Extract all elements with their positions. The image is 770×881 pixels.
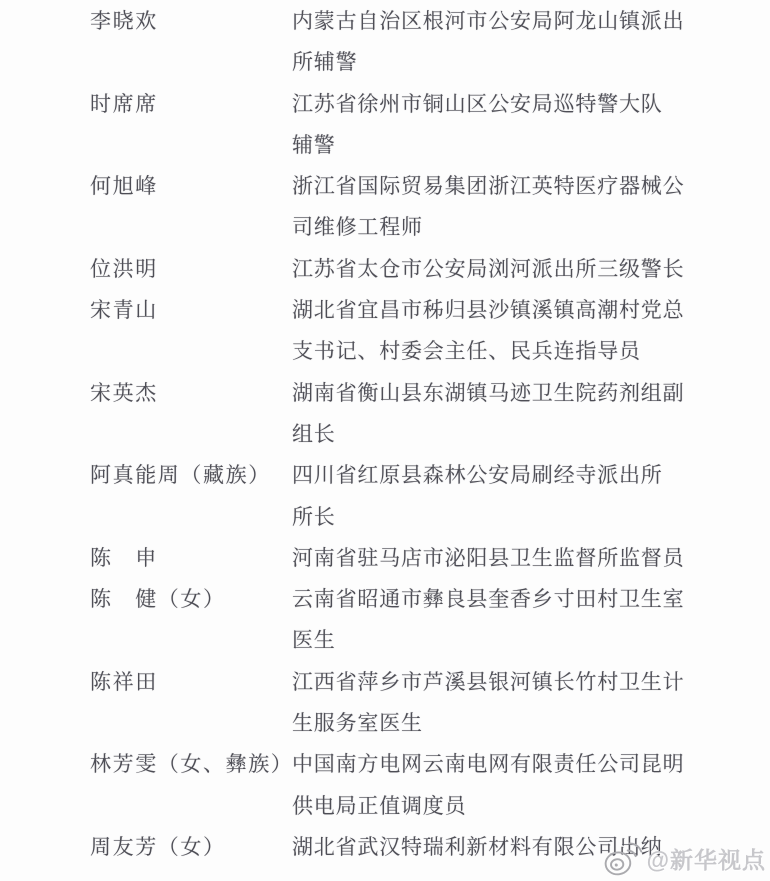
honoree-affiliation: [292, 538, 684, 579]
watermark: [600, 839, 766, 877]
affiliation-line: 湖南省衡山县东湖镇马迹卫生院药剂组副: [292, 380, 685, 405]
affiliation-line: 江苏省太仓市公安局浏河派出所三级警长: [292, 256, 685, 281]
affiliation-line: 生服务室医生: [292, 711, 423, 736]
honoree-affiliation: [292, 579, 684, 662]
honoree-affiliation: [292, 373, 684, 456]
honoree-name: 何旭峰: [90, 174, 158, 199]
affiliation-line: 四川省红原县森林公安局刷经寺派出所: [292, 463, 663, 488]
honoree-affiliation: [292, 84, 663, 167]
honoree-name: 陈祥田: [90, 669, 158, 694]
honoree-affiliation: [292, 744, 684, 827]
honoree-affiliation: [292, 1, 684, 84]
honoree-affiliation: [292, 455, 663, 538]
affiliation-line: 江苏省徐州市铜山区公安局巡特警大队: [292, 91, 663, 116]
honoree-row: [90, 538, 770, 579]
watermark-handle: @新华视点: [646, 846, 766, 873]
honoree-name: 周友芳（女）: [90, 834, 226, 859]
honoree-name: 时席席: [90, 91, 158, 116]
honoree-row: [90, 290, 770, 373]
honoree-name: 陈 申: [90, 545, 158, 570]
affiliation-line: 内蒙古自治区根河市公安局阿龙山镇派出: [292, 9, 685, 33]
affiliation-line: 所长: [292, 504, 336, 529]
honoree-row: [90, 84, 770, 167]
affiliation-line: 组长: [292, 421, 336, 446]
affiliation-line: 湖北省武汉特瑞利新材料有限公司出纳: [292, 834, 663, 859]
weibo-eye-icon: [597, 836, 646, 880]
honoree-row: [90, 455, 770, 538]
honoree-name: 林芳雯（女、彝族）: [90, 752, 294, 777]
honoree-row: [90, 166, 770, 249]
affiliation-line: 医生: [292, 628, 336, 653]
honoree-row: [90, 373, 770, 456]
affiliation-line: 江西省萍乡市芦溪县银河镇长竹村卫生计: [292, 669, 685, 694]
honoree-row: [90, 662, 770, 745]
affiliation-line: 湖北省宜昌市秭归县沙镇溪镇高潮村党总: [292, 298, 685, 323]
honoree-row: [90, 744, 770, 827]
honoree-affiliation: [292, 166, 684, 249]
affiliation-line: 司维修工程师: [292, 215, 423, 240]
honoree-affiliation: [292, 662, 684, 745]
affiliation-line: 辅警: [292, 132, 336, 157]
honoree-affiliation: [292, 290, 684, 373]
affiliation-line: 供电局正值调度员: [292, 793, 467, 818]
affiliation-line: 所辅警: [292, 50, 358, 75]
honoree-name: 陈 健（女）: [90, 587, 226, 612]
honoree-row: [90, 1, 770, 84]
affiliation-line: 浙江省国际贸易集团浙江英特医疗器械公: [292, 174, 685, 199]
honoree-row: [90, 249, 770, 290]
honoree-row: [90, 579, 770, 662]
honoree-name: 位洪明: [90, 256, 158, 281]
affiliation-line: 支书记、村委会主任、民兵连指导员: [292, 339, 641, 364]
honoree-affiliation: [292, 249, 684, 290]
honoree-name: 阿真能周（藏族）: [90, 463, 271, 488]
affiliation-line: 云南省昭通市彝良县奎香乡寸田村卫生室: [292, 587, 685, 612]
affiliation-line: 中国南方电网云南电网有限责任公司昆明: [292, 752, 685, 777]
honoree-name: 宋青山: [90, 298, 158, 323]
honoree-name: 宋英杰: [90, 380, 158, 405]
honoree-name: 李晓欢: [90, 9, 158, 33]
affiliation-line: 河南省驻马店市泌阳县卫生监督所监督员: [292, 545, 685, 570]
